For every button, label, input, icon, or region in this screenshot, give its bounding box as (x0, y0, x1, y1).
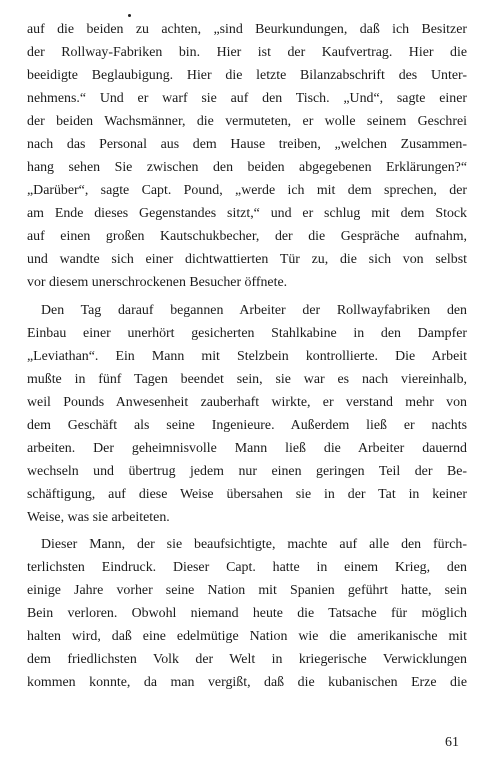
ink-speck (128, 14, 131, 17)
text-line: kommen konnte, da man vergißt, daß die kubanischen Erze die (27, 675, 467, 690)
text-line: auf einen großen Kautschukbecher, der die Gespräche aufnahm, (27, 229, 467, 244)
text-line: und wandte sich einer dichtwattierten Tür zu, die sich von selbst (27, 252, 467, 267)
text-line: der Rollway-Fabriken bin. Hier ist der Kaufvertrag. Hier die (27, 45, 467, 60)
text-line: mußte in fünf Tagen beendet sein, sie war es nach viereinhalb, (27, 372, 467, 387)
text-line: halten wird, daß eine edelmütige Nation wie die amerikanische mit (27, 629, 467, 644)
text-line: nach das Personal aus dem Hause treiben, „welchen Zusammen- (27, 137, 467, 152)
text-line: weil Pounds Anwesenheit zauberhaft wirkte, er verstand mehr von (27, 395, 467, 410)
text-line: Den Tag darauf begannen Arbeiter der Rollwayfabriken den (41, 303, 467, 318)
text-line: vor diesem unerschrockenen Besucher öffnete. (27, 275, 288, 290)
text-line: nehmens.“ Und er warf sie auf den Tisch. „Und“, sagte einer (27, 91, 467, 106)
text-line: wechseln und übertrug jedem nur einen geringen Teil der Be- (27, 464, 467, 479)
text-line: „Darüber“, sagte Capt. Pound, „werde ich mit dem sprechen, der (27, 183, 467, 198)
text-line: auf die beiden zu achten, „sind Beurkundungen, daß ich Besitzer (27, 22, 467, 37)
text-line: arbeiten. Der geheimnisvolle Mann ließ die Arbeiter dauernd (27, 441, 467, 456)
text-line: Weise, was sie arbeiteten. (27, 510, 170, 525)
text-line: dem Geschäft als seine Ingenieure. Außerdem ließ er nachts (27, 418, 467, 433)
text-line: Dieser Mann, der sie beaufsichtigte, machte auf alle den fürch- (41, 537, 467, 552)
text-line: dem friedlichsten Volk der Welt in kriegerische Verwicklungen (27, 652, 467, 667)
text-line: hang sehen Sie zwischen den beiden abgegebenen Erklärungen?“ (27, 160, 467, 175)
text-line: terlichsten Eindruck. Dieser Capt. hatte in einem Krieg, den (27, 560, 467, 575)
text-line: schäftigung, auf diese Weise übersahen sie in der Tat in keiner (27, 487, 467, 502)
text-line: der beiden Wachsmänner, die vermuteten, er wolle seinem Geschrei (27, 114, 467, 129)
text-line: am Ende dieses Gegenstandes sitzt,“ und er schlug mit dem Stock (27, 206, 467, 221)
text-line: einige Jahre vorher seine Nation mit Spanien geführt hatte, sein (27, 583, 467, 598)
page-number: 61 (445, 735, 459, 750)
text-line: „Leviathan“. Ein Mann mit Stelzbein kontrollierte. Die Arbeit (27, 349, 467, 364)
text-line: Bein verloren. Obwohl niemand heute die Tatsache für möglich (27, 606, 467, 621)
text-line: Einbau einer unerhört gesicherten Stahlkabine in den Dampfer (27, 326, 467, 341)
text-line: beeidigte Beglaubigung. Hier die letzte Bilanzabschrift des Unter- (27, 68, 467, 83)
